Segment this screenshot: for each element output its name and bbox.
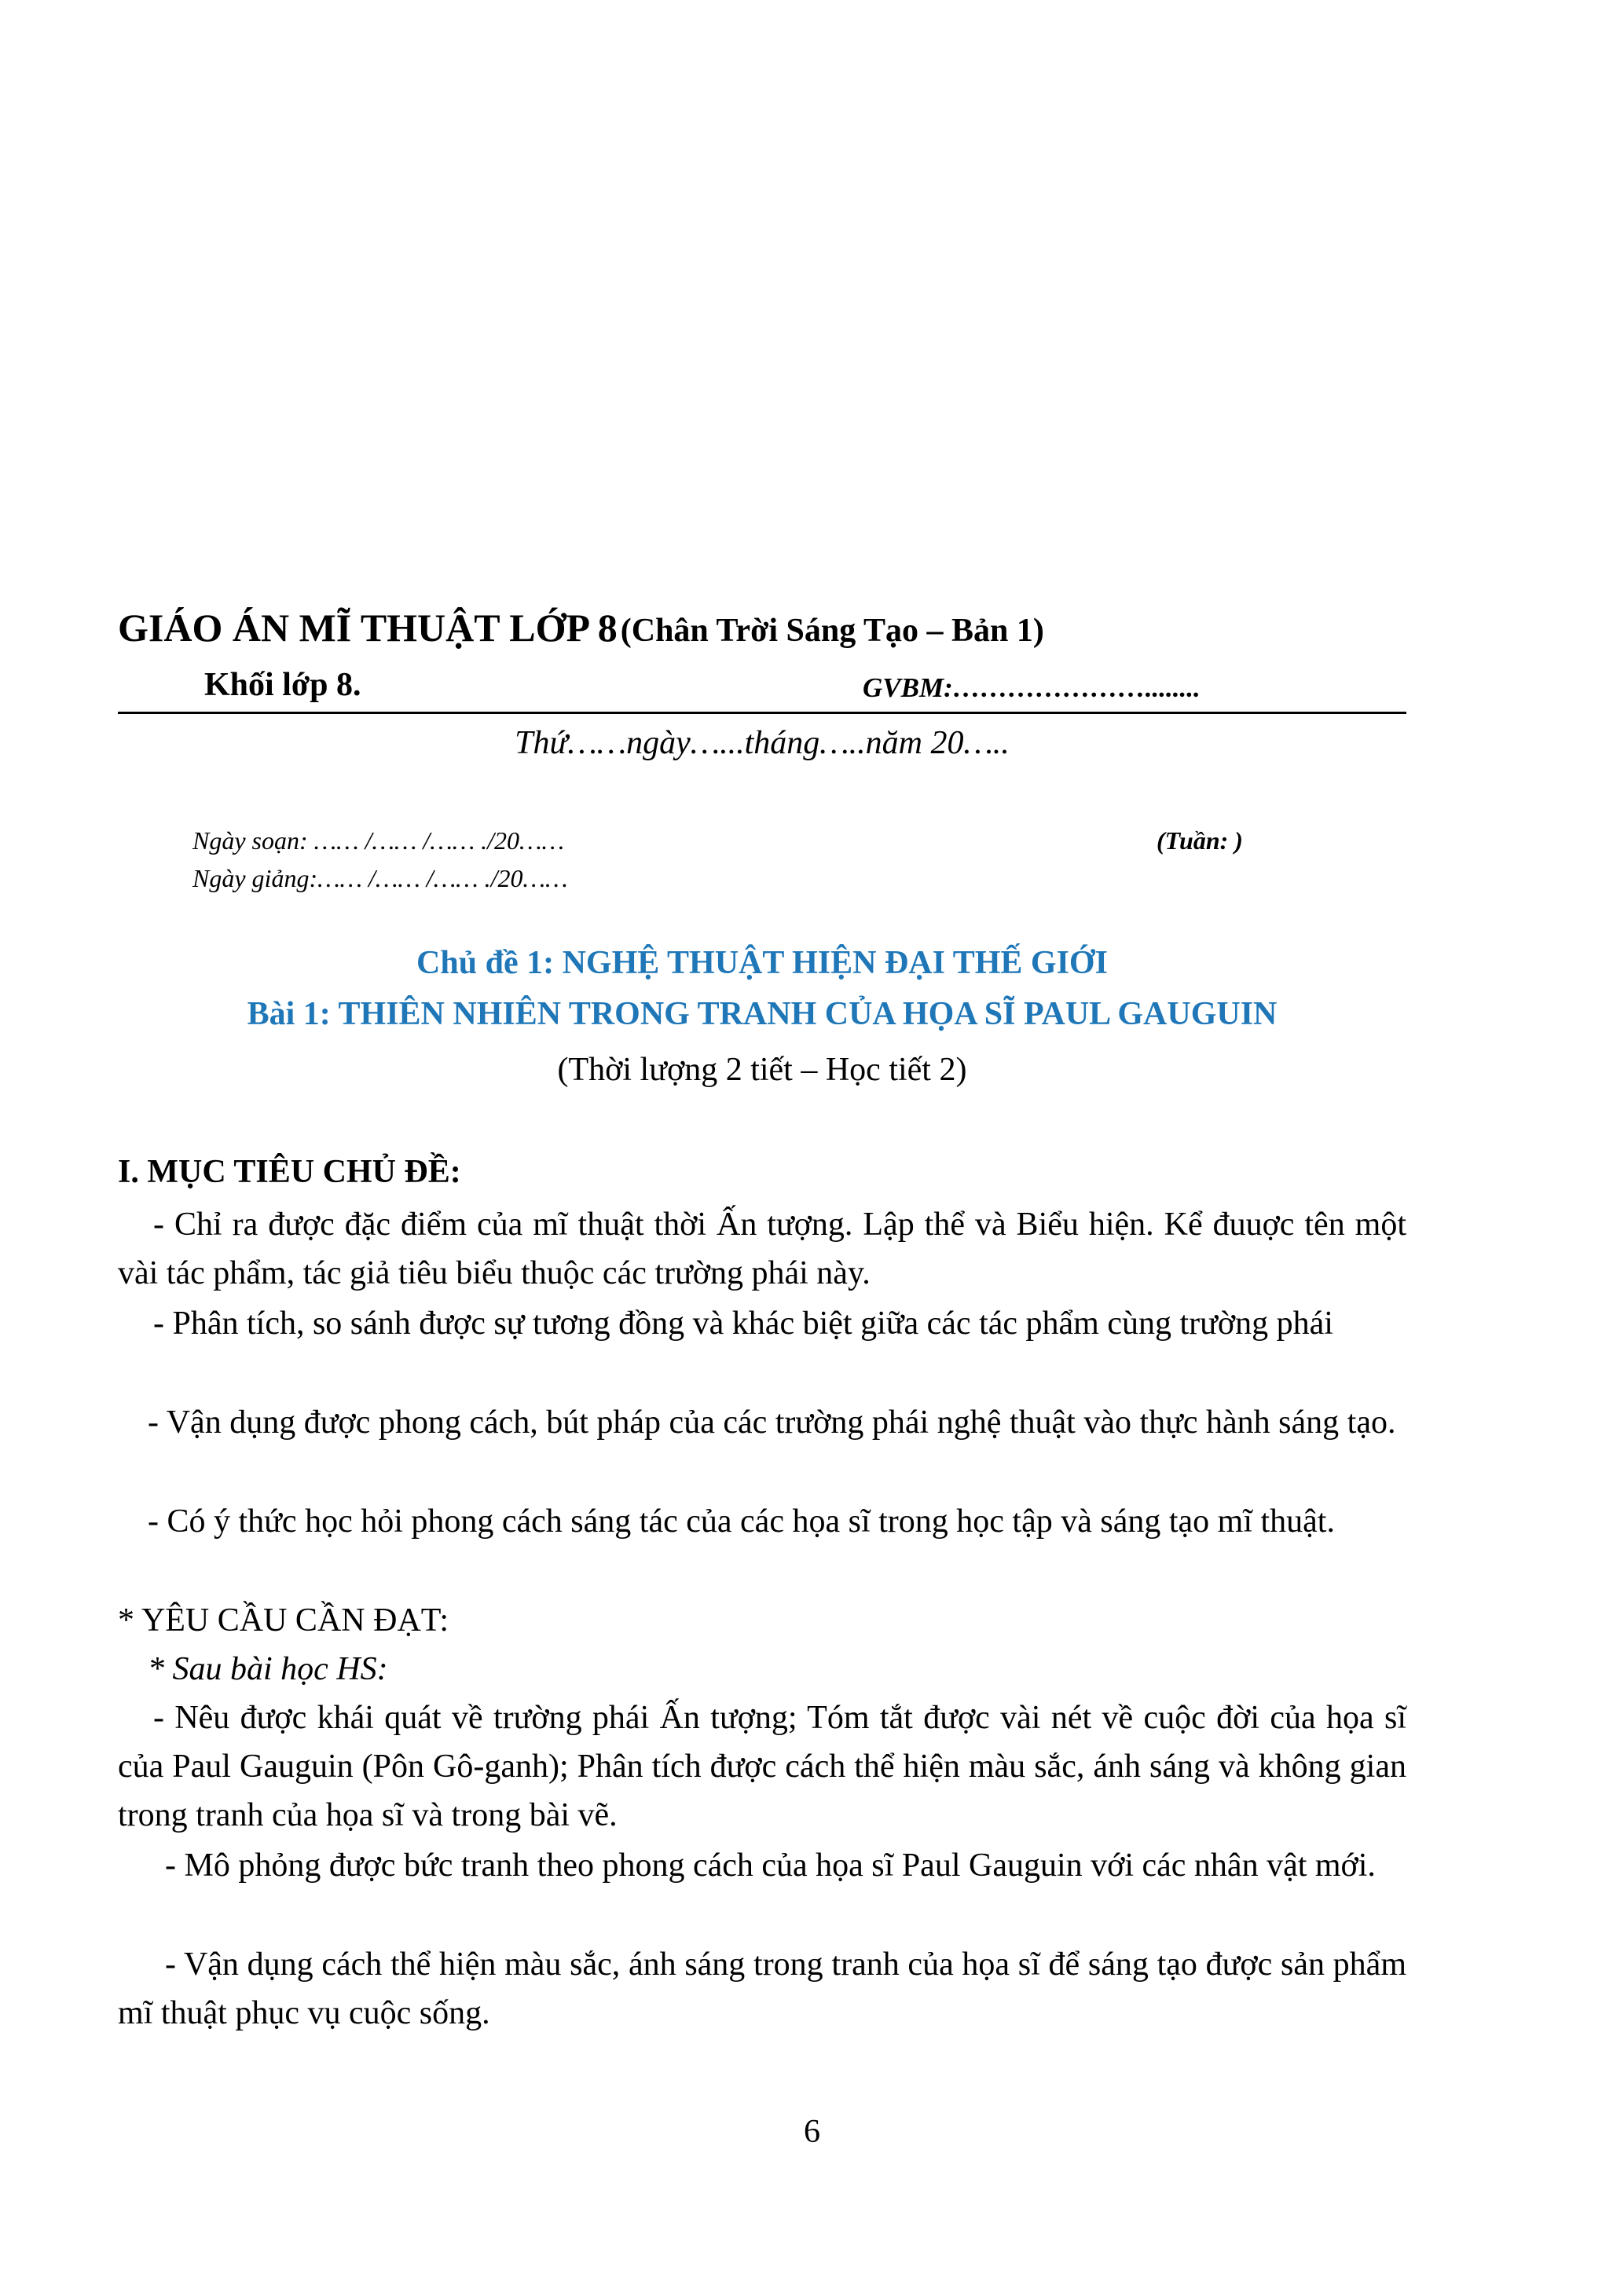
objective-item: - Vận dụng được phong cách, bút pháp của các trường phái nghệ thuật vào thực hành sáng tạo.	[148, 1404, 1396, 1441]
page-number: 6	[804, 2114, 820, 2150]
objective-item: - Chỉ ra được đặc điểm của mĩ thuật thời Ấn tượng. Lập thể và Biểu hiện. Kể đuuợc tên một vài tác phẩm, tác giả tiêu biểu thuộc các trường phái này.	[118, 1207, 1406, 1291]
header-divider	[118, 712, 1406, 714]
lesson-duration: (Thời lượng 2 tiết – Học tiết 2)	[557, 1052, 967, 1088]
requirement-item: - Vận dụng cách thể hiện màu sắc, ánh sáng trong tranh của họa sĩ để sáng tạo được sản phẩm mĩ thuật phục vụ cuộc sống.	[118, 1946, 1406, 2031]
grade-label: Khối lớp 8.	[204, 667, 361, 703]
objective-item: - Phân tích, so sánh được sự tương đồng và khác biệt giữa các tác phẩm cùng trường phái	[153, 1305, 1333, 1342]
lesson-plan-title	[118, 605, 1406, 650]
section-objectives-title: I. MỤC TIÊU CHỦ ĐỀ:	[118, 1154, 461, 1190]
date-line: Thứ……ngày…...tháng…..năm 20…..	[515, 725, 1010, 761]
teacher-label: GVBM:…………………........	[863, 672, 1201, 703]
title-subtitle: (Chân Trời Sáng Tạo – Bản 1)	[620, 613, 1044, 649]
after-lesson-label: * Sau bài học HS:	[148, 1651, 388, 1687]
requirement-item: - Nêu được khái quát về trường phái Ấn tượng; Tóm tắt được vài nét về cuộc đời của họa sĩ của Paul Gauguin (Pôn Gô-ganh); Phân tích được cách thể hiện màu sắc, ánh sáng và không gian trong tranh của họa sĩ và trong bài vẽ.	[118, 1700, 1406, 1833]
requirements-title: * YÊU CẦU CẦN ĐẠT:	[118, 1602, 449, 1639]
objective-item: - Có ý thức học hỏi phong cách sáng tác của các họa sĩ trong học tập và sáng tạo mĩ thuật.	[148, 1503, 1335, 1540]
topic-theme: Chủ đề 1: NGHỆ THUẬT HIỆN ĐẠI THẾ GIỚI	[416, 945, 1108, 981]
title-main: GIÁO ÁN MĨ THUẬT LỚP 8	[118, 606, 618, 650]
prepared-date: Ngày soạn: …… /…… /…… ./20……	[192, 826, 564, 855]
requirement-item: - Mô phỏng được bức tranh theo phong cách của họa sĩ Paul Gauguin với các nhân vật mới.	[165, 1847, 1376, 1884]
subheader	[118, 666, 1406, 713]
taught-date: Ngày giảng:…… /…… /…… ./20……	[192, 864, 568, 892]
week-label: (Tuần: )	[1157, 826, 1243, 855]
lesson-title: Bài 1: THIÊN NHIÊN TRONG TRANH CỦA HỌA SĨ PAUL GAUGUIN	[247, 996, 1278, 1032]
